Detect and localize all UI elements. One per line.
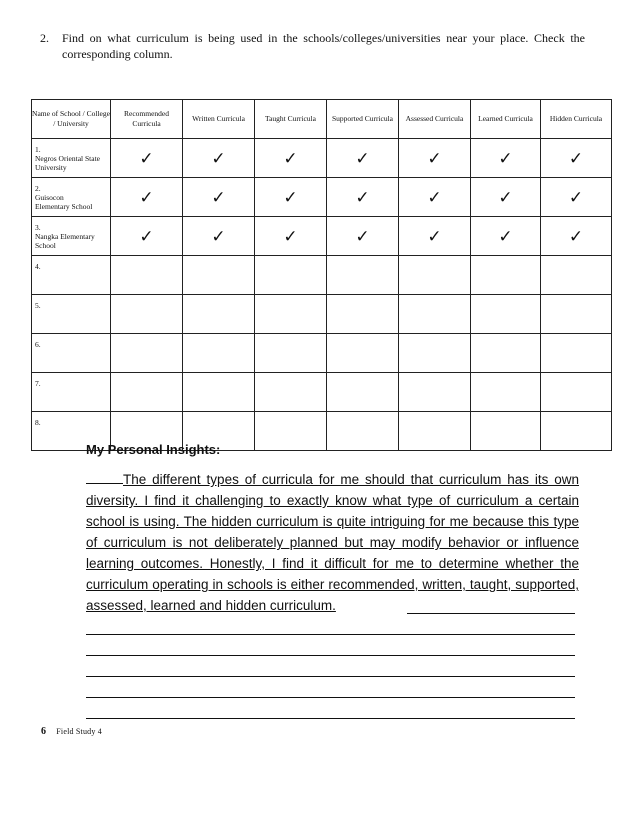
check-cell [541,139,612,178]
row-number: 4. [35,262,41,271]
row-number: 5. [35,301,41,310]
check-cell [183,334,255,373]
row-number: 6. [35,340,41,349]
header-hidden: Hidden Curricula [541,100,612,139]
check-cell [399,178,471,217]
footer-title: Field Study 4 [56,727,102,736]
check-cell [541,412,612,451]
check-cell [541,217,612,256]
header-learned: Learned Curricula [471,100,541,139]
check-icon: ✓ [139,226,154,246]
check-cell [399,295,471,334]
table-row [32,334,612,373]
school-name: Guisocon Elementary School [35,193,93,211]
school-name-cell [32,178,111,217]
table-body [32,139,612,451]
check-icon: ✓ [568,226,584,246]
instruction [40,30,585,62]
check-cell [255,217,327,256]
check-icon: ✓ [211,226,226,246]
instruction-number: 2. [40,31,49,45]
table-header-row [32,100,612,139]
check-cell [471,256,541,295]
check-cell [399,373,471,412]
header-school: Name of School / College / University [32,100,111,139]
instruction-text: Find on what curriculum is being used in the schools/colleges/universities near your place. Check the corresponding column. [62,31,585,61]
check-cell [183,256,255,295]
school-name-cell [32,217,111,256]
check-cell [327,217,399,256]
check-cell [183,373,255,412]
check-cell [471,217,541,256]
table-row [32,373,612,412]
check-icon: ✓ [283,187,298,207]
school-name-cell [32,334,111,373]
check-cell [111,217,183,256]
check-cell [111,295,183,334]
check-cell [111,178,183,217]
check-cell [327,295,399,334]
check-icon: ✓ [355,148,370,168]
school-name-cell [32,295,111,334]
check-cell [327,412,399,451]
writing-line [86,697,575,698]
check-cell [471,412,541,451]
page-number: 6 [41,726,46,737]
check-icon: ✓ [355,187,370,207]
writing-line [86,676,575,677]
insights-title: My Personal Insights: [86,442,221,457]
check-cell [327,139,399,178]
header-taught: Taught Curricula [255,100,327,139]
check-cell [183,217,255,256]
row-number: 3. [35,223,41,232]
check-cell [471,373,541,412]
check-icon: ✓ [139,148,154,168]
header-supported: Supported Curricula [327,100,399,139]
insights-paragraph [86,469,579,616]
school-name-cell [32,256,111,295]
check-cell [399,256,471,295]
table-row [32,139,612,178]
school-name: Negros Oriental State University [35,154,100,172]
check-cell [255,373,327,412]
curricula-table [31,99,612,451]
check-cell [471,295,541,334]
check-cell [327,373,399,412]
check-cell [471,178,541,217]
writing-line [86,634,575,635]
check-cell [541,373,612,412]
header-recommended: Recommended Curricula [111,100,183,139]
check-cell [255,412,327,451]
check-icon: ✓ [498,226,513,246]
school-name-cell [32,373,111,412]
check-cell [541,295,612,334]
check-icon: ✓ [211,148,226,168]
row-number: 7. [35,379,41,388]
table-row [32,256,612,295]
check-cell [255,139,327,178]
indent-line [86,471,123,484]
check-cell [471,334,541,373]
check-cell [111,256,183,295]
check-cell [111,334,183,373]
page-footer [41,726,102,737]
table-row [32,217,612,256]
writing-line [86,718,575,719]
school-name: Nangka Elementary School [35,232,95,250]
header-written: Written Curricula [183,100,255,139]
check-cell [471,139,541,178]
table-row [32,295,612,334]
writing-line [86,655,575,656]
check-cell [399,334,471,373]
check-cell [183,139,255,178]
check-cell [327,178,399,217]
school-name-cell [32,139,111,178]
check-cell [255,256,327,295]
check-icon: ✓ [283,226,298,246]
check-cell [327,256,399,295]
check-icon: ✓ [427,148,442,168]
row-number: 1. [35,145,41,154]
check-icon: ✓ [568,187,584,207]
check-cell [183,295,255,334]
check-cell [255,178,327,217]
row-number: 8. [35,418,41,427]
check-icon: ✓ [498,148,513,168]
check-cell [255,334,327,373]
check-cell [111,373,183,412]
check-icon: ✓ [498,187,513,207]
check-icon: ✓ [283,148,298,168]
check-cell [111,139,183,178]
check-cell [541,178,612,217]
row-number: 2. [35,184,41,193]
check-cell [399,217,471,256]
check-icon: ✓ [355,226,370,246]
writing-line [407,613,575,614]
check-icon: ✓ [139,187,154,207]
insights-text: The different types of curricula for me should that curriculum has its own diversity. I find it challenging to exactly know what type of curriculum a certain school is using. The hidden curriculum is quite intriguing for me because this type of curriculum is not deliberately planned but may modify behavior or influence learning outcomes. Honestly, I find it difficult for me to determine whether the curriculum operating in schools is either recommended, written, taught, supported, assessed, learned and hidden curriculum. [86,472,579,613]
check-cell [399,412,471,451]
check-icon: ✓ [211,187,226,207]
header-assessed: Assessed Curricula [399,100,471,139]
check-cell [255,295,327,334]
check-icon: ✓ [427,187,442,207]
check-icon: ✓ [568,148,584,168]
check-cell [541,256,612,295]
check-cell [327,334,399,373]
check-icon: ✓ [427,226,442,246]
table-row [32,178,612,217]
check-cell [399,139,471,178]
check-cell [541,334,612,373]
check-cell [183,178,255,217]
